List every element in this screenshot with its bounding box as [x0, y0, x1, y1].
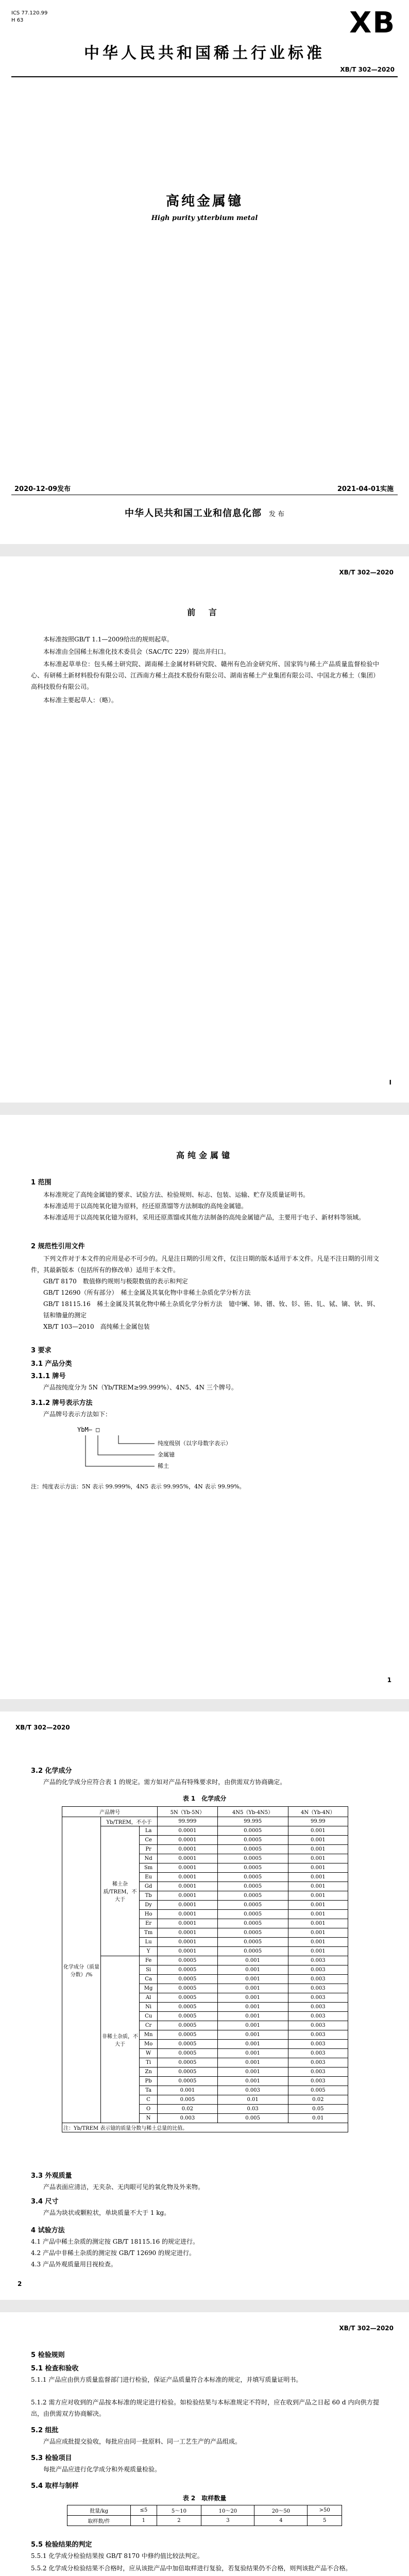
running-header: XB/T 302—2020: [15, 1724, 70, 1731]
running-header: XB/T 302—2020: [339, 569, 394, 576]
impurity-value: 0.001: [217, 1975, 288, 1984]
impurity-value: 0.0005: [158, 1965, 217, 1975]
impurity-value: 0.005: [217, 2114, 288, 2123]
section-5-5-title: 5.5 检验结果的判定: [31, 2541, 92, 2549]
impurity-value: 0.0005: [217, 1873, 288, 1882]
page-gap: [0, 1103, 409, 1115]
element-symbol: Ce: [140, 1836, 158, 1845]
section-3-1-2-title: 3.1.2 牌号表示方法: [31, 1399, 93, 1407]
impurity-value: 0.0001: [158, 1863, 217, 1873]
impurity-value: 0.001: [288, 1947, 348, 1956]
impurity-value: 0.001: [217, 2058, 288, 2067]
grade-part-metal: 金属镱: [158, 1451, 175, 1458]
body-page-3: [0, 2312, 409, 2576]
element-symbol: Tb: [140, 1891, 158, 1901]
impurity-value: 0.001: [217, 2077, 288, 2086]
section-5-5-2-text: 5.5.2 化学成分检验结果不合格时，应从该批产品中加倍取样进行复验，若复验结果仍不合格，则判该批产品不合格。: [31, 2565, 352, 2572]
table-row: [62, 1817, 348, 1826]
impurity-value: 0.001: [288, 1863, 348, 1873]
yb-value: 99.999: [158, 1817, 217, 1826]
section-1-para-2: 本标准适用于以高纯氧化镱为原料，经还原蒸馏等方法制取的高纯金属镱。: [43, 1202, 248, 1210]
group-label: 化学成分（质量分数）/%: [62, 1817, 101, 2123]
impurity-value: 0.0001: [158, 1891, 217, 1901]
element-symbol: Gd: [140, 1882, 158, 1891]
impurity-value: 0.001: [217, 2030, 288, 2040]
impurity-value: 0.0005: [217, 1901, 288, 1910]
grade-code: YbM— □: [77, 1426, 100, 1433]
issuer-suffix: 发 布: [268, 511, 284, 518]
impurity-value: 0.001: [288, 1919, 348, 1928]
impurity-value: 0.005: [158, 2095, 217, 2105]
implementation-date: 2021-04-01实施: [337, 485, 394, 493]
title-en: High purity ytterbium metal: [151, 214, 258, 222]
impurity-value: 0.0005: [217, 1845, 288, 1854]
impurity-value: 0.001: [288, 1910, 348, 1919]
section-1-para-1: 本标准规定了高纯金属镱的要求、试验方法、检验规则、标志、包装、运输、贮存及质量证明书。: [43, 1191, 310, 1198]
impurity-value: 0.003: [288, 1956, 348, 1965]
impurity-value: 0.003: [288, 2030, 348, 2040]
standard-number: XB/T 302—2020: [340, 66, 395, 73]
element-symbol: Mn: [140, 2030, 158, 2040]
page-gap: [0, 544, 409, 556]
impurity-value: 0.001: [217, 2021, 288, 2030]
section-3-1-1-text: 产品按纯度分为 5N（Yb/TREM≥99.999%）、4N5、4N 三个牌号。: [43, 1384, 237, 1391]
impurity-value: 0.0001: [158, 1854, 217, 1863]
impurity-value: 0.003: [288, 2058, 348, 2067]
impurity-value: 0.0005: [158, 1993, 217, 2003]
impurity-value: 0.0005: [217, 1836, 288, 1845]
foreword-para-2: 本标准由全国稀土标准化技术委员会（SAC/TC 229）提出并归口。: [43, 648, 230, 655]
sampling-head-1: ≤5: [131, 2505, 157, 2516]
impurity-value: 0.03: [217, 2105, 288, 2114]
element-symbol: Er: [140, 1919, 158, 1928]
impurity-value: 0.001: [217, 1956, 288, 1965]
impurity-value: 0.05: [288, 2105, 348, 2114]
page-gap: [0, 1699, 409, 1711]
reference-3: GB/T 18115.16 稀土金属及其氧化物中稀土杂质化学分析方法 镱中镧、铈、镨、钕、钐、铕、钆、铽、镝、钬、铒、铥和镥量的测定: [43, 1300, 379, 1319]
impurity-value: 0.003: [288, 2040, 348, 2049]
section-1-para-3: 本标准适用于以高纯氧化镱为原料，采用还原蒸馏或其他方法制备的高纯金属镱产品，主要用于电子、新材料等领域。: [43, 1214, 365, 1221]
body-page-1: [0, 1115, 409, 1699]
yb-value: 99.99: [288, 1817, 348, 1826]
cover-page: [0, 0, 409, 544]
foreword-page: [0, 556, 409, 1103]
element-symbol: Pr: [140, 1845, 158, 1854]
element-symbol: Ho: [140, 1910, 158, 1919]
impurity-value: 0.003: [288, 1965, 348, 1975]
impurity-value: 0.0005: [158, 2030, 217, 2040]
element-symbol: Ca: [140, 1975, 158, 1984]
ics-code: ICS 77.120.99: [11, 10, 48, 16]
element-symbol: Cu: [140, 2012, 158, 2021]
element-symbol: Cr: [140, 2021, 158, 2030]
section-5-2-text: 产品应成批提交验收，每批应由同一批原料、同一工艺生产的产品组成。: [43, 2438, 242, 2445]
table-note: 注：Yb/TREM 表示镱的质量分数与稀土总量的比值。: [62, 2123, 348, 2132]
body-page-2: [0, 1711, 409, 2300]
section-3-2-title: 3.2 化学成分: [31, 1767, 72, 1775]
section-5-title: 5 检验规则: [31, 2351, 65, 2359]
impurity-value: 0.0001: [158, 1928, 217, 1938]
impurity-value: 0.003: [288, 2067, 348, 2077]
non-re-impurity-label: 非稀土杂质，不大于: [101, 1956, 140, 2123]
impurity-value: 0.001: [288, 1873, 348, 1882]
element-symbol: W: [140, 2049, 158, 2058]
impurity-value: 0.001: [217, 2040, 288, 2049]
section-3-3-text: 产品表面应清洁，无夹杂、无肉眼可见的氧化物及外来物。: [43, 2183, 204, 2191]
section-3-4-title: 3.4 尺寸: [31, 2198, 59, 2206]
impurity-value: 0.001: [217, 2067, 288, 2077]
sampling-head-2: 5～10: [157, 2505, 201, 2516]
impurity-value: 0.001: [288, 1826, 348, 1836]
section-5-1-1-text: 5.1.1 产品应由供方质量监督部门进行检验，保证产品质量符合本标准的规定，并填写质量证明书。: [31, 2376, 302, 2383]
authority-title: 中华人民共和国稀土行业标准: [84, 44, 325, 62]
section-3-1-1-title: 3.1.1 牌号: [31, 1372, 66, 1380]
element-symbol: O: [140, 2105, 158, 2114]
table-1-title: 表 1 化学成分: [182, 1795, 227, 1802]
re-impurity-label: 稀土杂质/TREM，不大于: [101, 1826, 140, 1956]
page-number: I: [389, 1079, 391, 1086]
running-header: XB/T 302—2020: [339, 2325, 394, 2332]
impurity-value: 0.01: [288, 2114, 348, 2123]
impurity-value: 0.001: [217, 1965, 288, 1975]
grade-note: 注：纯度表示方法：5N 表示 99.999%，4N5 表示 99.995%，4N 表示 99.99%。: [31, 1483, 245, 1490]
impurity-value: 0.0001: [158, 1845, 217, 1854]
impurity-value: 0.001: [288, 1836, 348, 1845]
impurity-value: 0.0005: [217, 1826, 288, 1836]
section-4-2-text: 4.2 产品中非稀土杂质的测定按 GB/T 12690 的规定进行。: [31, 2249, 195, 2257]
impurity-value: 0.003: [217, 2086, 288, 2095]
foreword-para-3: 本标准起草单位：包头稀土研究院、湖南稀土金属材料研究院、赣州有色冶金研究所、国家钨与稀土产品质量监督检验中心、有研稀土新材料股份有限公司、江西南方稀土高技术股份有限公司、湖南省稀土产业集团有限公司、中国北方稀土（集团）高科技股份有限公司。: [31, 660, 379, 690]
reference-1: GB/T 8170 数值修约规则与极限数值的表示和判定: [43, 1278, 188, 1285]
page-gap: [0, 2300, 409, 2312]
impurity-value: 0.0005: [158, 2067, 217, 2077]
grade-part-rare-earth: 稀土: [158, 1463, 169, 1469]
impurity-value: 0.001: [288, 1854, 348, 1863]
element-symbol: Fe: [140, 1956, 158, 1965]
sampling-head-4: 20～50: [254, 2505, 308, 2516]
reference-4: XB/T 103—2010 高纯稀土金属包装: [43, 1323, 150, 1330]
sampling-cell-0: 取样数/件: [67, 2516, 131, 2526]
foreword-para-1: 本标准按照GB/T 1.1—2009给出的规则起草。: [43, 636, 173, 643]
section-5-3-title: 5.3 检验项目: [31, 2454, 72, 2462]
section-4-1-text: 4.1 产品中稀土杂质的测定按 GB/T 18115.16 的规定进行。: [31, 2238, 199, 2245]
sampling-head-0: 批量/kg: [67, 2505, 131, 2516]
impurity-value: 0.001: [217, 2003, 288, 2012]
impurity-value: 0.001: [288, 1891, 348, 1901]
element-symbol: Dy: [140, 1901, 158, 1910]
impurity-value: 0.0005: [217, 1910, 288, 1919]
element-symbol: Mo: [140, 2040, 158, 2049]
impurity-value: 0.0001: [158, 1882, 217, 1891]
impurity-value: 0.0005: [217, 1891, 288, 1901]
table-head-grade-5n: 5N（Yb-5N）: [158, 1807, 217, 1817]
element-symbol: Eu: [140, 1873, 158, 1882]
section-3-4-text: 产品为块状或颗粒状，单块质量不大于 1 kg。: [43, 2209, 171, 2216]
page-number: 1: [387, 1676, 391, 1684]
impurity-value: 0.001: [217, 1993, 288, 2003]
section-5-5-1-text: 5.5.1 化学成分检验结果按 GB/T 8170 中修约值比较法判定。: [31, 2552, 203, 2560]
impurity-value: 0.001: [217, 2049, 288, 2058]
foreword-title: 前 言: [187, 607, 222, 617]
section-3-1-2-text: 产品牌号表示方法如下：: [43, 1411, 112, 1418]
impurity-value: 0.0005: [158, 2058, 217, 2067]
impurity-value: 0.0005: [217, 1919, 288, 1928]
section-3-3-title: 3.3 外观质量: [31, 2172, 72, 2180]
element-symbol: Al: [140, 1993, 158, 2003]
impurity-value: 0.02: [158, 2105, 217, 2114]
section-5-1-title: 5.1 检查和验收: [31, 2365, 79, 2372]
section-5-2-title: 5.2 组批: [31, 2427, 59, 2434]
table-head-grade-4n: 4N（Yb-4N）: [288, 1807, 348, 1817]
impurity-value: 0.0005: [158, 2049, 217, 2058]
section-2-intro: 下列文件对于本文件的应用是必不可少的。凡是注日期的引用文件，仅注日期的版本适用于本文件。凡是不注日期的引用文件，其最新版本（包括所有的修改单）适用于本文件。: [31, 1255, 379, 1274]
impurity-value: 0.0001: [158, 1938, 217, 1947]
sampling-head-3: 10～20: [201, 2505, 254, 2516]
impurity-value: 0.0005: [158, 1975, 217, 1984]
sampling-table: [67, 2505, 342, 2526]
table-head-product: 产品牌号: [62, 1807, 158, 1817]
impurity-value: 0.003: [158, 2114, 217, 2123]
impurity-value: 0.0005: [158, 2021, 217, 2030]
impurity-value: 0.001: [288, 1938, 348, 1947]
impurity-value: 0.001: [288, 1845, 348, 1854]
table-2-title: 表 2 取样数量: [182, 2495, 227, 2502]
impurity-value: 0.01: [217, 2095, 288, 2105]
foreword-para-4: 本标准主要起草人：（略）。: [43, 697, 118, 704]
impurity-value: 0.0005: [158, 1956, 217, 1965]
impurity-value: 0.0005: [217, 1854, 288, 1863]
issue-date: 2020-12-09发布: [14, 485, 71, 493]
element-symbol: Sm: [140, 1863, 158, 1873]
section-2-title: 2 规范性引用文件: [31, 1243, 85, 1250]
sampling-cell-5: 5: [308, 2516, 342, 2526]
impurity-value: 0.0001: [158, 1919, 217, 1928]
impurity-value: 0.001: [158, 2086, 217, 2095]
table-row: [62, 1826, 348, 1836]
element-symbol: Nd: [140, 1854, 158, 1863]
sampling-cell-4: 4: [254, 2516, 308, 2526]
impurity-value: 0.02: [288, 2095, 348, 2105]
impurity-value: 0.0005: [217, 1863, 288, 1873]
table-head-grade-4n5: 4N5（Yb-4N5）: [217, 1807, 288, 1817]
section-5-3-text: 每批产品应进行化学成分和外观质量检验。: [43, 2466, 161, 2473]
impurity-value: 0.0001: [158, 1910, 217, 1919]
table-note-row: [62, 2123, 348, 2132]
yb-value: 99.995: [217, 1817, 288, 1826]
impurity-value: 0.003: [288, 2003, 348, 2012]
impurity-value: 0.0005: [158, 2003, 217, 2012]
issuer-name: 中华人民共和国工业和信息化部: [125, 508, 262, 519]
sampling-head-5: >50: [308, 2505, 342, 2516]
impurity-value: 0.001: [217, 2012, 288, 2021]
reference-2: GB/T 12690（所有部分） 稀土金属及其氧化物中非稀土杂质化学分析方法: [43, 1289, 251, 1296]
element-symbol: Y: [140, 1947, 158, 1956]
impurity-value: 0.0005: [158, 2012, 217, 2021]
impurity-value: 0.0005: [158, 2077, 217, 2086]
section-4-3-text: 4.3 产品外观质量用目视检查。: [31, 2261, 117, 2268]
element-symbol: Mg: [140, 1984, 158, 1993]
impurity-value: 0.001: [217, 1984, 288, 1993]
title-cn: 高纯金属镱: [165, 194, 243, 209]
ccs-code: H 63: [11, 18, 24, 23]
element-symbol: Si: [140, 1965, 158, 1975]
impurity-value: 0.0001: [158, 1901, 217, 1910]
impurity-value: 0.005: [288, 2086, 348, 2095]
impurity-value: 0.003: [288, 1993, 348, 2003]
element-symbol: Zn: [140, 2067, 158, 2077]
element-symbol: Ni: [140, 2003, 158, 2012]
section-3-2-text: 产品的化学成分应符合表 1 的规定。需方如对产品有特殊要求时，由供需双方协商确定。: [43, 1778, 286, 1786]
impurity-value: 0.003: [288, 2012, 348, 2021]
page-number: 2: [18, 2280, 22, 2287]
element-symbol: Pb: [140, 2077, 158, 2086]
impurity-value: 0.001: [288, 1882, 348, 1891]
impurity-value: 0.0005: [217, 1882, 288, 1891]
impurity-value: 0.0005: [158, 2040, 217, 2049]
impurity-value: 0.001: [288, 1901, 348, 1910]
element-symbol: Ta: [140, 2086, 158, 2095]
grade-part-purity: 纯度级别（以字母数字表示）: [158, 1440, 231, 1447]
impurity-value: 0.0005: [217, 1947, 288, 1956]
section-5-1-2-text: 5.1.2 需方应对收到的产品按本标准的规定进行检验。如检验结果与本标准规定不符时，应在收到产品之日起 60 d 内向供方提出，由供需双方协商解决。: [31, 2399, 379, 2417]
impurity-value: 0.003: [288, 2021, 348, 2030]
section-1-title: 1 范围: [31, 1179, 52, 1187]
impurity-value: 0.003: [288, 2077, 348, 2086]
sampling-cell-2: 2: [157, 2516, 201, 2526]
element-symbol: N: [140, 2114, 158, 2123]
impurity-value: 0.003: [288, 1984, 348, 1993]
impurity-value: 0.0001: [158, 1947, 217, 1956]
element-symbol: La: [140, 1826, 158, 1836]
section-3-1-title: 3.1 产品分类: [31, 1360, 72, 1368]
yb-label: Yb/TREM，不小于: [101, 1817, 158, 1826]
element-symbol: C: [140, 2095, 158, 2105]
impurity-value: 0.003: [288, 1975, 348, 1984]
impurity-value: 0.0001: [158, 1873, 217, 1882]
section-5-4-title: 5.4 取样与制样: [31, 2482, 79, 2490]
chemical-composition-table: [62, 1806, 348, 2132]
sampling-cell-1: 1: [131, 2516, 157, 2526]
body-title: 高纯金属镱: [176, 1150, 233, 1160]
element-symbol: Tm: [140, 1928, 158, 1938]
impurity-value: 0.0005: [158, 1984, 217, 1993]
impurity-value: 0.0001: [158, 1836, 217, 1845]
section-3-title: 3 要求: [31, 1347, 52, 1354]
cover-top-rule: [11, 76, 398, 77]
impurity-value: 0.003: [288, 2049, 348, 2058]
table-row: [62, 1956, 348, 1965]
element-symbol: Ti: [140, 2058, 158, 2067]
impurity-value: 0.0005: [217, 1928, 288, 1938]
impurity-value: 0.001: [288, 1928, 348, 1938]
xb-logo: XB: [349, 6, 396, 40]
issuer-line: [0, 506, 409, 519]
section-4-title: 4 试验方法: [31, 2227, 65, 2234]
impurity-value: 0.0001: [158, 1826, 217, 1836]
impurity-value: 0.0005: [217, 1938, 288, 1947]
sampling-cell-3: 3: [201, 2516, 254, 2526]
element-symbol: Lu: [140, 1938, 158, 1947]
